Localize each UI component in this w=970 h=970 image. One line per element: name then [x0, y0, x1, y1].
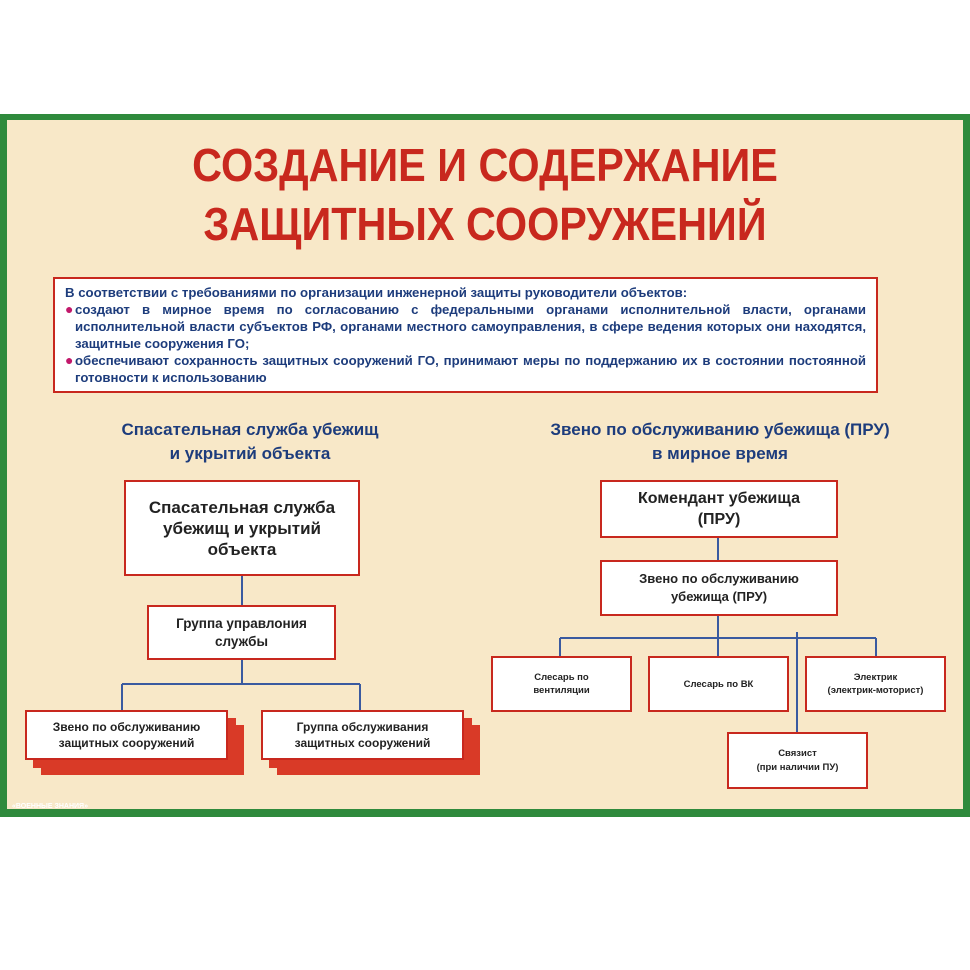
node-electrician-label-1: Электрик — [853, 672, 898, 683]
node-commandant-label: Комендант убежища (ПРУ) — [638, 490, 800, 528]
node-shelter-unit-label: Звено по обслуживанию убежища (ПРУ) — [639, 571, 799, 604]
node-maintenance-unit-label: Звено по обслуживанию защитных сооружений — [52, 720, 201, 750]
bullet-icon: ● — [65, 301, 74, 317]
left-section-title-line-2: и укрытий объекта — [169, 444, 331, 463]
title-line-1: СОЗДАНИЕ И СОДЕРЖАНИЕ — [192, 139, 778, 191]
node-shelter-unit — [600, 560, 838, 616]
node-signalman-label-1: Связист — [778, 747, 817, 759]
node-signalman — [727, 732, 868, 789]
node-plumbing-fitter-label: Слесарь по ВК — [683, 678, 754, 690]
intro-bullet-text-1: создают в мирное время по согласованию с федеральными органами исполнительной власти, органами исполнительной власти субъектов РФ, органами местного самоуправления, в сфере ведения которых они находятся, защитные сооружения ГО; — [75, 302, 866, 351]
bullet-icon: ● — [65, 352, 74, 368]
node-management-group-label: Группа управлония службы — [176, 615, 307, 649]
node-maintenance-unit — [25, 710, 228, 760]
node-rescue-service-label: Спасательная служба убежищ и укрытий объекта — [148, 497, 336, 559]
node-commandant — [600, 480, 838, 538]
node-electrician — [805, 656, 946, 712]
node-signalman-label-2: (при наличии ПУ) — [756, 761, 839, 773]
node-rescue-service — [124, 480, 360, 576]
node-plumbing-fitter — [648, 656, 789, 712]
left-section-title-line-1: Спасательная служба убежищ — [121, 420, 379, 439]
node-electrician-label-2: (электрик-моторист) — [827, 685, 924, 696]
intro-lead: В соответствии с требованиями по организации инженерной защиты руководители объектов: — [65, 285, 688, 300]
node-ventilation-fitter-label: Слесарь по вентиляции — [533, 672, 590, 696]
node-management-group — [147, 605, 336, 660]
intro-bullet-text-2: обеспечивают сохранность защитных сооружений ГО, принимают меры по поддержанию их в состоянии постоянной готовности к использованию — [75, 353, 866, 385]
node-maintenance-group — [261, 710, 464, 760]
node-ventilation-fitter — [491, 656, 632, 712]
node-maintenance-group-label: Группа обслуживания защитных сооружений — [294, 720, 431, 750]
right-section-title-line-2: в мирное время — [652, 444, 788, 463]
publisher-logo: «ВОЕННЫЕ ЗНАНИЯ» — [12, 803, 88, 810]
right-section-title-line-1: Звено по обслуживанию убежища (ПРУ) — [550, 420, 890, 439]
title-line-2: ЗАЩИТНЫХ СООРУЖЕНИЙ — [203, 198, 767, 250]
